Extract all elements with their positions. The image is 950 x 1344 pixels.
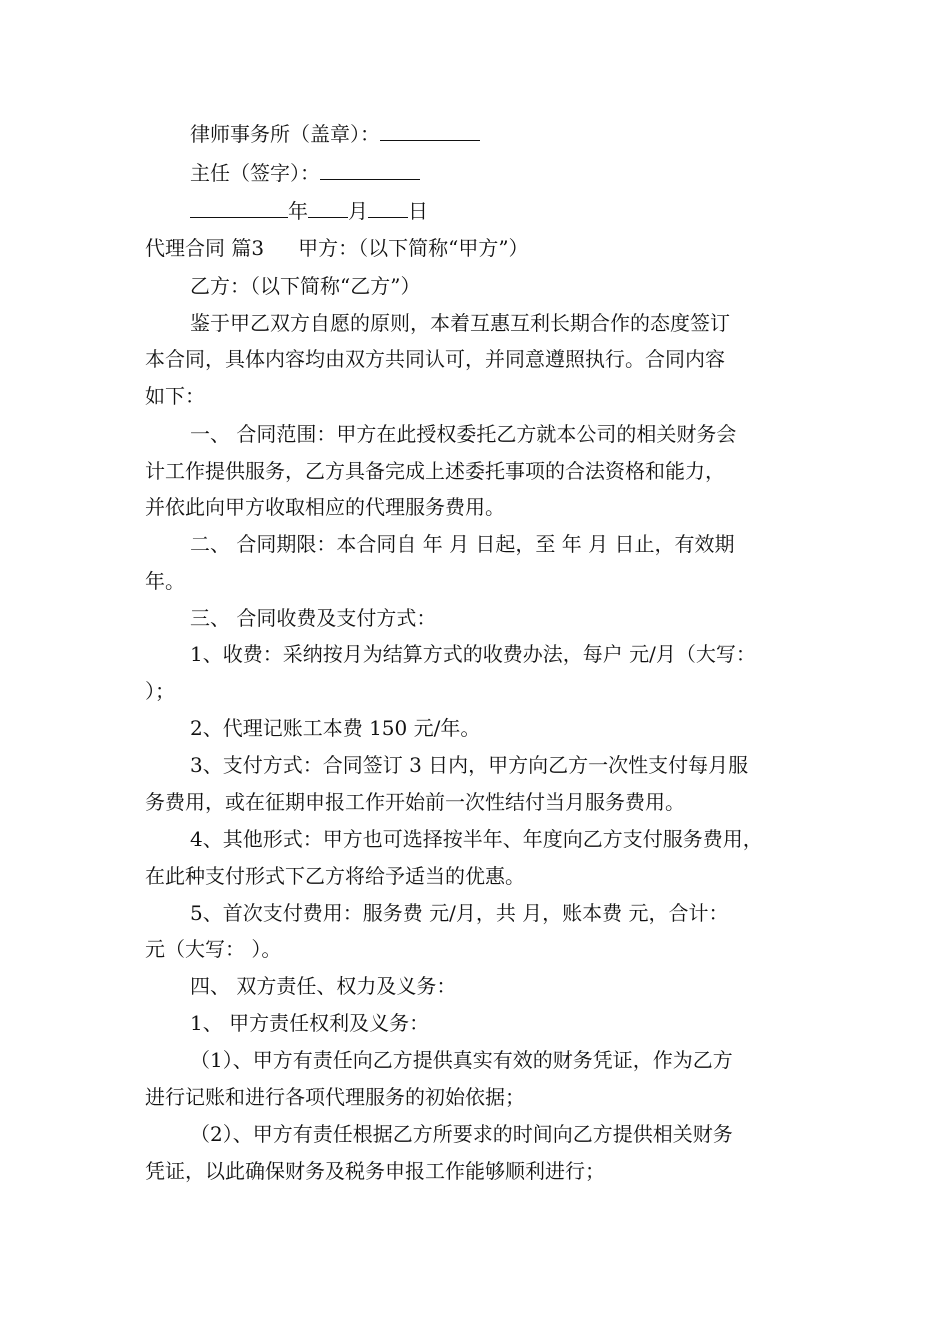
date-day-label: 日 bbox=[408, 199, 428, 223]
intro-line-3: 如下： bbox=[145, 384, 205, 408]
sec3-4-line-2: 在此种支付形式下乙方将给予适当的优惠。 bbox=[145, 864, 525, 888]
month-blank bbox=[308, 199, 348, 218]
sec4-1-title: 1、 甲方责任权利及义务： bbox=[190, 1011, 430, 1035]
sec3-2: 2、代理记账工本费 150 元/年。 bbox=[190, 716, 481, 740]
sec1-line-2: 计工作提供服务，乙方具备完成上述委托事项的合法资格和能力， bbox=[145, 459, 725, 483]
contract-heading-line bbox=[145, 236, 529, 260]
sec4-1-1-line-1: （1）、甲方有责任向乙方提供真实有效的财务凭证，作为乙方 bbox=[190, 1048, 733, 1072]
intro-line-1: 鉴于甲乙双方自愿的原则，本着互惠互利长期合作的态度签订 bbox=[190, 311, 730, 335]
contract-heading: 代理合同 篇3 bbox=[145, 236, 265, 260]
sec3-3-line-1: 3、支付方式：合同签订 3 日内，甲方向乙方一次性支付每月服 bbox=[190, 753, 749, 777]
sec3-3-line-2: 务费用，或在征期申报工作开始前一次性结付当月服务费用。 bbox=[145, 790, 685, 814]
date-month-label: 月 bbox=[348, 199, 368, 223]
date-year-label: 年 bbox=[288, 199, 308, 223]
firm-seal-label: 律师事务所（盖章）： bbox=[190, 122, 380, 146]
party-b: 乙方：（以下简称“乙方”） bbox=[190, 274, 421, 298]
sec4-1-2-line-2: 凭证，以此确保财务及税务申报工作能够顺利进行； bbox=[145, 1159, 605, 1183]
sec3-1-line-1: 1、收费：采纳按月为结算方式的收费办法，每户 元/月（大写： bbox=[190, 642, 756, 666]
party-a: 甲方：（以下简称“甲方”） bbox=[298, 236, 529, 260]
sec2-line-2: 年。 bbox=[145, 569, 185, 593]
sec3-5-line-1: 5、首次支付费用：服务费 元/月，共 月，账本费 元，合计： bbox=[190, 901, 729, 925]
firm-seal-blank bbox=[380, 122, 480, 141]
sec3-1-line-2: ）； bbox=[145, 679, 175, 703]
director-sign-blank bbox=[320, 161, 420, 180]
director-sign-label: 主任（签字）： bbox=[190, 161, 320, 185]
day-blank bbox=[368, 199, 408, 218]
sec2-line-1: 二、 合同期限：本合同自 年 月 日起，至 年 月 日止，有效期 bbox=[190, 532, 735, 556]
director-sign-line bbox=[190, 161, 420, 185]
sec3-title: 三、 合同收费及支付方式： bbox=[190, 606, 437, 630]
intro-line-2: 本合同，具体内容均由双方共同认可，并同意遵照执行。合同内容 bbox=[145, 347, 725, 371]
sec4-1-1-line-2: 进行记账和进行各项代理服务的初始依据； bbox=[145, 1085, 525, 1109]
date-line bbox=[190, 199, 428, 223]
sec1-line-1: 一、 合同范围：甲方在此授权委托乙方就本公司的相关财务会 bbox=[190, 422, 737, 446]
year-blank bbox=[190, 199, 288, 218]
sec4-title: 四、 双方责任、权力及义务： bbox=[190, 974, 457, 998]
sec1-line-3: 并依此向甲方收取相应的代理服务费用。 bbox=[145, 495, 505, 519]
sec4-1-2-line-1: （2）、甲方有责任根据乙方所要求的时间向乙方提供相关财务 bbox=[190, 1122, 733, 1146]
sec3-4-line-1: 4、其他形式：甲方也可选择按半年、年度向乙方支付服务费用， bbox=[190, 827, 763, 851]
sec3-5-line-2: 元（大写： ）。 bbox=[145, 937, 282, 961]
firm-seal-line bbox=[190, 122, 480, 146]
